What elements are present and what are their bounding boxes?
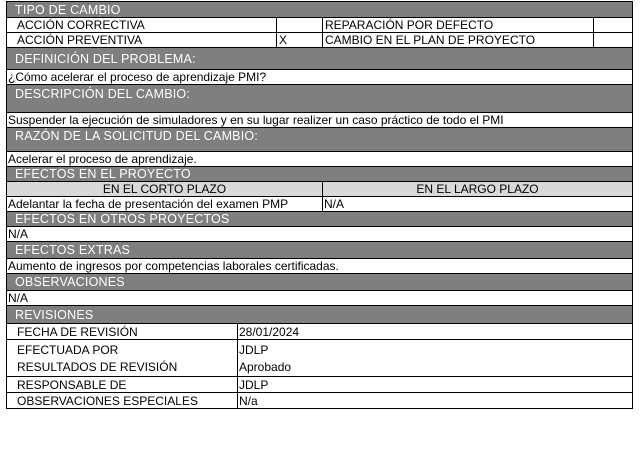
fecha-revision-value: 28/01/2024 [238,324,633,340]
section-efectos-extras-header: EFECTOS EXTRAS [7,242,633,259]
change-request-form [6,1,632,409]
resultados-revision-label: RESULTADOS DE REVISIÓN [17,359,178,374]
observaciones-especiales-value: N/a [238,393,633,409]
resultados-revision-value: Aprobado [239,359,292,374]
razon-text: Acelerar el proceso de aprendizaje. [7,152,633,167]
efectuada-por-label: EFECTUADA POR [17,342,119,357]
efectuada-resultados-values [238,340,633,377]
section-observaciones-header: OBSERVACIONES [7,274,633,291]
section-efectos-otros-header: EFECTOS EN OTROS PROYECTOS [7,212,633,227]
form-table [6,1,633,409]
efectos-otros-text: N/A [7,227,633,242]
observaciones-text: N/A [7,291,633,306]
efectuada-resultados-labels [7,340,238,377]
corto-plazo-header: EN EL CORTO PLAZO [7,182,323,197]
section-efectos-proyecto-header: EFECTOS EN EL PROYECTO [7,167,633,182]
efectuada-por-value: JDLP [239,342,269,357]
section-razon-header: RAZÓN DE LA SOLICITUD DEL CAMBIO: [7,128,633,152]
tipo-cambio-plan-label: CAMBIO EN EL PLAN DE PROYECTO [323,33,594,48]
efectos-extras-text: Aumento de ingresos por competencias laborales certificadas. [7,259,633,274]
tipo-preventiva-mark[interactable]: X [277,33,323,48]
fecha-revision-label: FECHA DE REVISIÓN [7,324,238,340]
section-revisiones-header: REVISIONES [7,306,633,324]
observaciones-especiales-label: OBSERVACIONES ESPECIALES [7,393,238,409]
section-definicion-header: DEFINICIÓN DEL PROBLEMA: [7,48,633,70]
section-tipo-cambio-header: TIPO DE CAMBIO [7,2,633,18]
largo-plazo-header: EN EL LARGO PLAZO [323,182,633,197]
responsable-label: RESPONSABLE DE [7,377,238,393]
tipo-preventiva-label: ACCIÓN PREVENTIVA [7,33,277,48]
tipo-correctiva-label: ACCIÓN CORRECTIVA [7,18,277,33]
largo-plazo-value: N/A [323,197,633,212]
tipo-cambio-plan-mark[interactable] [594,33,633,48]
section-descripcion-header: DESCRIPCIÓN DEL CAMBIO: [7,85,633,113]
corto-plazo-value: Adelantar la fecha de presentación del examen PMP [7,197,323,212]
tipo-reparacion-label: REPARACIÓN POR DEFECTO [323,18,594,33]
responsable-value: JDLP [238,377,633,393]
tipo-reparacion-mark[interactable] [594,18,633,33]
descripcion-text: Suspender la ejecución de simuladores y en su lugar realizer un caso práctico de todo el PMI [7,113,633,128]
definicion-text: ¿Cómo acelerar el proceso de aprendizaje PMI? [7,70,633,85]
tipo-correctiva-mark[interactable] [277,18,323,33]
